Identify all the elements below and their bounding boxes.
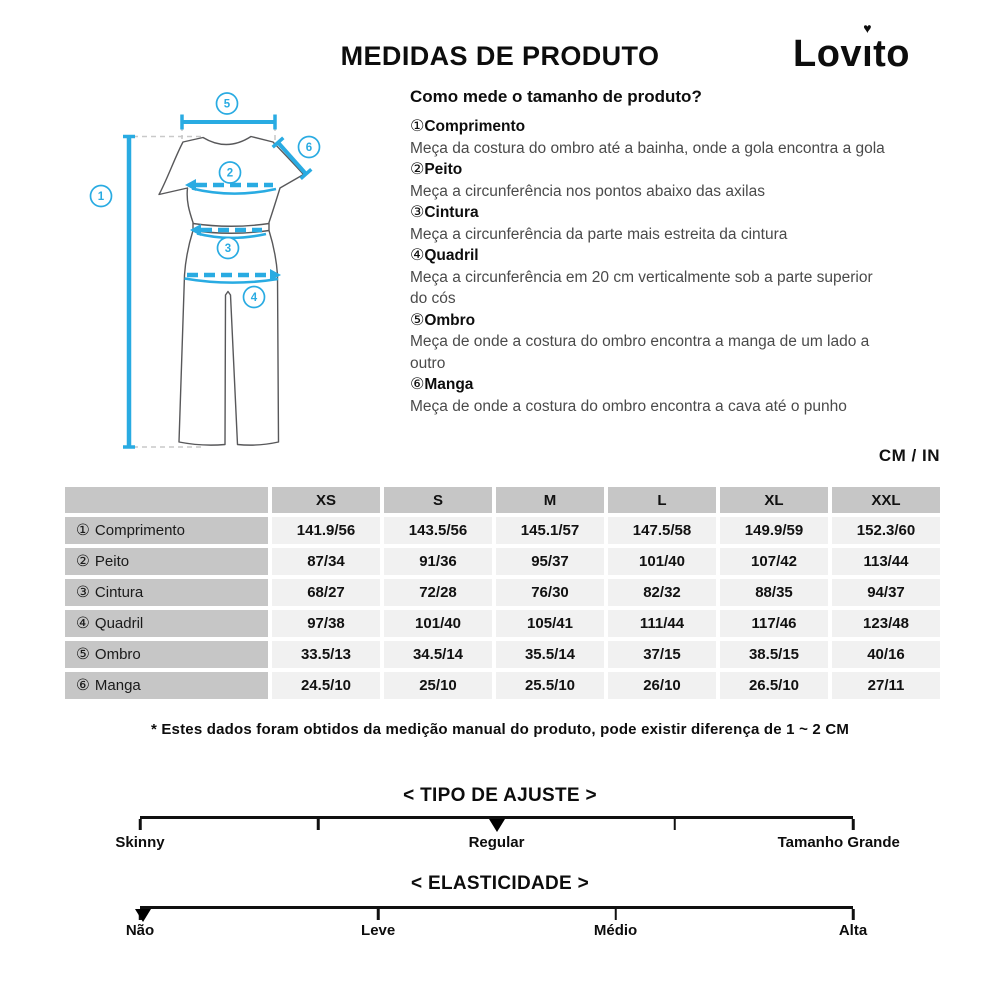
table-cell: 101/40: [608, 548, 716, 575]
guide-item-name: Peito: [424, 161, 463, 178]
table-cell: 97/38: [272, 610, 380, 637]
measurement-disclaimer: * Estes dados foram obtidos da medição manual do produto, pode existir diferença de 1 ~ 2 CM: [150, 721, 850, 738]
table-cell: 88/35: [720, 579, 828, 606]
guide-item: [410, 202, 966, 245]
table-cell: 107/42: [720, 548, 828, 575]
size-table: [65, 487, 940, 699]
row-label: ⑤ Ombro: [65, 641, 268, 668]
callout-1: 1: [97, 191, 105, 203]
scale-tick: [317, 819, 320, 830]
elasticity-marker-icon: [135, 909, 151, 922]
table-cell: 72/28: [384, 579, 492, 606]
scale-tick: [852, 819, 855, 830]
scale-tick: [852, 909, 855, 920]
guide-item: [410, 245, 966, 310]
guide-item-number: ④: [410, 247, 425, 264]
logo-i: [862, 20, 874, 76]
table-cell: 25/10: [384, 672, 492, 699]
fit-marker-icon: [489, 819, 505, 832]
table-cell: 95/37: [496, 548, 604, 575]
guide-item-name: Quadril: [424, 247, 479, 264]
guide-item: [410, 374, 966, 417]
table-cell: 149.9/59: [720, 517, 828, 544]
row-label: ③ Cintura: [65, 579, 268, 606]
elasticity-label-alta: Alta: [838, 922, 868, 939]
table-cell: 37/15: [608, 641, 716, 668]
fit-scale-title: < TIPO DE AJUSTE >: [403, 785, 597, 806]
callout-3: 3: [224, 243, 232, 255]
table-cell: 25.5/10: [496, 672, 604, 699]
table-cell: 68/27: [272, 579, 380, 606]
table-cell: 40/16: [832, 641, 940, 668]
logo-dotless-i: ı: [862, 33, 874, 75]
elasticity-scale: [140, 906, 853, 921]
callout-5: 5: [223, 98, 231, 111]
elasticity-label-nao: Não: [125, 922, 155, 939]
measuring-guide: [410, 87, 966, 417]
guide-item: [410, 159, 966, 202]
table-cell: 152.3/60: [832, 517, 940, 544]
guide-item-number: ⑥: [410, 376, 425, 393]
row-label: ② Peito: [65, 548, 268, 575]
table-cell: 26.5/10: [720, 672, 828, 699]
table-cell: 26/10: [608, 672, 716, 699]
logo-text: Lov: [793, 33, 863, 75]
table-cell: 141.9/56: [272, 517, 380, 544]
guide-item: [410, 116, 966, 159]
guide-item-name: Manga: [424, 376, 474, 393]
column-header: XS: [272, 487, 380, 513]
table-cell: 147.5/58: [608, 517, 716, 544]
guide-heading: Como mede o tamanho de produto?: [410, 87, 702, 106]
fit-label-plus: Tamanho Grande: [777, 834, 900, 851]
guide-item-name: Cintura: [424, 204, 479, 221]
row-label: ① Comprimento: [65, 517, 268, 544]
guide-item-desc: Meça a circunferência em 20 cm verticalmente sob a parte superior do cós: [410, 268, 873, 307]
table-cell: 82/32: [608, 579, 716, 606]
guide-item-desc: Meça de onde a costura do ombro encontra a manga de um lado a outro: [410, 333, 870, 372]
table-cell: 24.5/10: [272, 672, 380, 699]
column-header: M: [496, 487, 604, 513]
table-cell: 87/34: [272, 548, 380, 575]
column-header: L: [608, 487, 716, 513]
page-title: MEDIDAS DE PRODUTO: [340, 41, 660, 71]
table-cell: 91/36: [384, 548, 492, 575]
guide-item-desc: Meça a circunferência nos pontos abaixo das axilas: [410, 182, 765, 200]
table-cell: 105/41: [496, 610, 604, 637]
lovito-logo: [793, 20, 910, 76]
table-cell: 38.5/15: [720, 641, 828, 668]
elasticity-label-leve: Leve: [361, 922, 396, 939]
row-label: ⑥ Manga: [65, 672, 268, 699]
table-cell: 113/44: [832, 548, 940, 575]
heart-icon: ♥: [863, 20, 872, 36]
elasticity-scale-labels: [125, 922, 868, 942]
scale-tick: [377, 909, 380, 920]
column-header: XL: [720, 487, 828, 513]
guide-item-number: ②: [410, 161, 425, 178]
table-cell: 34.5/14: [384, 641, 492, 668]
guide-item-number: ①: [410, 118, 425, 135]
fit-label-regular: Regular: [468, 834, 525, 851]
table-cell: 145.1/57: [496, 517, 604, 544]
logo-text-end: to: [873, 33, 910, 75]
table-cell: 33.5/13: [272, 641, 380, 668]
callout-6: 6: [305, 142, 313, 154]
guide-item-name: Ombro: [424, 311, 476, 329]
table-cell: 76/30: [496, 579, 604, 606]
table-cell: 123/48: [832, 610, 940, 637]
guide-item-desc: Meça de onde a costura do ombro encontra a cava até o punho: [410, 397, 847, 415]
scale-tick: [139, 819, 142, 830]
table-cell: 111/44: [608, 610, 716, 637]
fit-label-skinny: Skinny: [115, 834, 165, 851]
size-guide-diagram: [70, 85, 390, 465]
callout-4: 4: [250, 292, 258, 304]
guide-item: [410, 310, 966, 375]
callout-2: 2: [226, 167, 234, 180]
table-cell: 101/40: [384, 610, 492, 637]
elasticity-scale-title: < ELASTICIDADE >: [411, 873, 589, 894]
column-header: XXL: [832, 487, 940, 513]
guide-item-desc: Meça a circunferência da parte mais estreita da cintura: [410, 225, 788, 243]
table-cell: 94/37: [832, 579, 940, 606]
table-cell: 35.5/14: [496, 641, 604, 668]
guide-item-desc: Meça da costura do ombro até a bainha, onde a gola encontra a gola: [410, 139, 885, 157]
table-corner-cell: [65, 487, 268, 513]
scale-tick: [674, 819, 677, 830]
column-header: S: [384, 487, 492, 513]
units-label: CM / IN: [878, 446, 940, 465]
row-label: ④ Quadril: [65, 610, 268, 637]
table-cell: 117/46: [720, 610, 828, 637]
fit-scale-labels: [115, 834, 900, 854]
table-cell: 27/11: [832, 672, 940, 699]
scale-tick: [614, 909, 617, 920]
fit-scale: [140, 816, 853, 831]
elasticity-label-medio: Médio: [593, 922, 638, 939]
guide-item-number: ⑤: [410, 311, 425, 329]
guide-item-name: Comprimento: [424, 118, 526, 135]
table-cell: 143.5/56: [384, 517, 492, 544]
guide-item-number: ③: [410, 204, 425, 221]
